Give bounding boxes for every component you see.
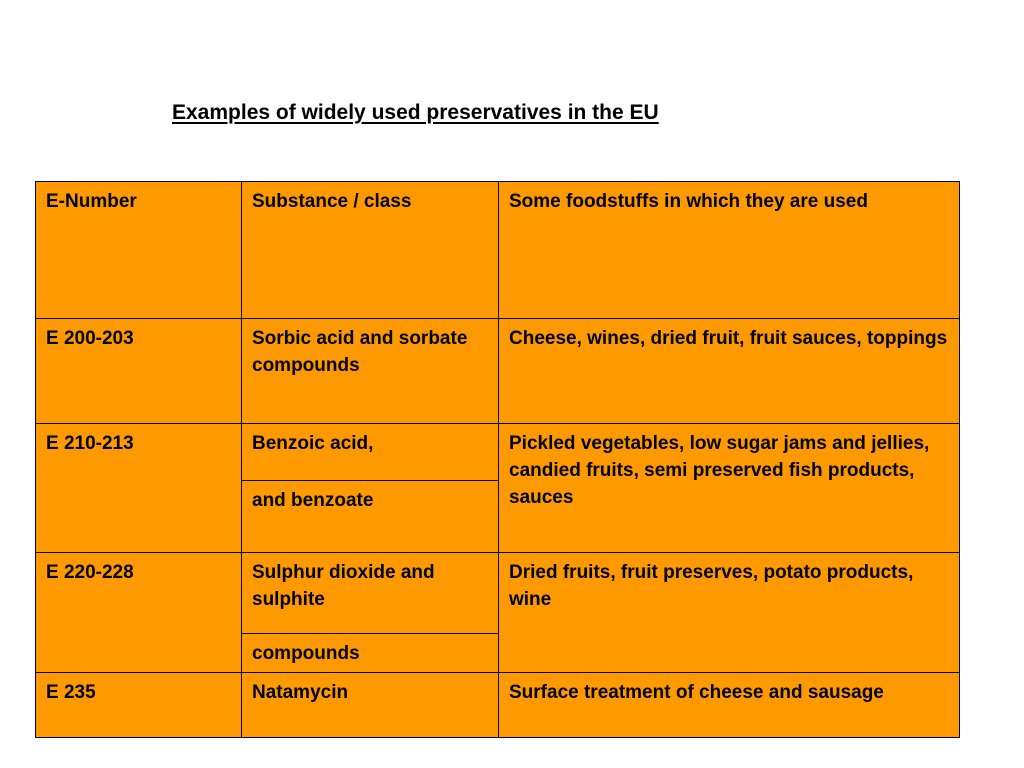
foodstuffs-cell: Surface treatment of cheese and sausage (499, 673, 960, 738)
table-header-row (36, 182, 960, 319)
foodstuffs-cell: Pickled vegetables, low sugar jams and jellies, candied fruits, semi preserved fish products, sauces (499, 424, 960, 553)
header-foodstuffs: Some foodstuffs in which they are used (499, 182, 960, 319)
foodstuffs-cell: Dried fruits, fruit preserves, potato products, wine (499, 553, 960, 673)
e-number-cell: E 220-228 (36, 553, 242, 673)
substance-cell: compounds (242, 634, 499, 673)
table-row (36, 553, 960, 634)
substance-cell: Sulphur dioxide and sulphite (242, 553, 499, 634)
table-row (36, 424, 960, 481)
substance-cell: Sorbic acid and sorbate compounds (242, 319, 499, 424)
substance-cell: Natamycin (242, 673, 499, 738)
table-row (36, 673, 960, 738)
substance-cell: and benzoate (242, 481, 499, 553)
e-number-cell: E 210-213 (36, 424, 242, 553)
substance-cell: Benzoic acid, (242, 424, 499, 481)
e-number-cell: E 235 (36, 673, 242, 738)
header-e-number: E-Number (36, 182, 242, 319)
e-number-cell: E 200-203 (36, 319, 242, 424)
preservatives-table (35, 181, 960, 738)
header-substance: Substance / class (242, 182, 499, 319)
slide-title: Examples of widely used preservatives in the EU (172, 101, 659, 124)
foodstuffs-cell: Cheese, wines, dried fruit, fruit sauces, toppings (499, 319, 960, 424)
table-row (36, 319, 960, 424)
